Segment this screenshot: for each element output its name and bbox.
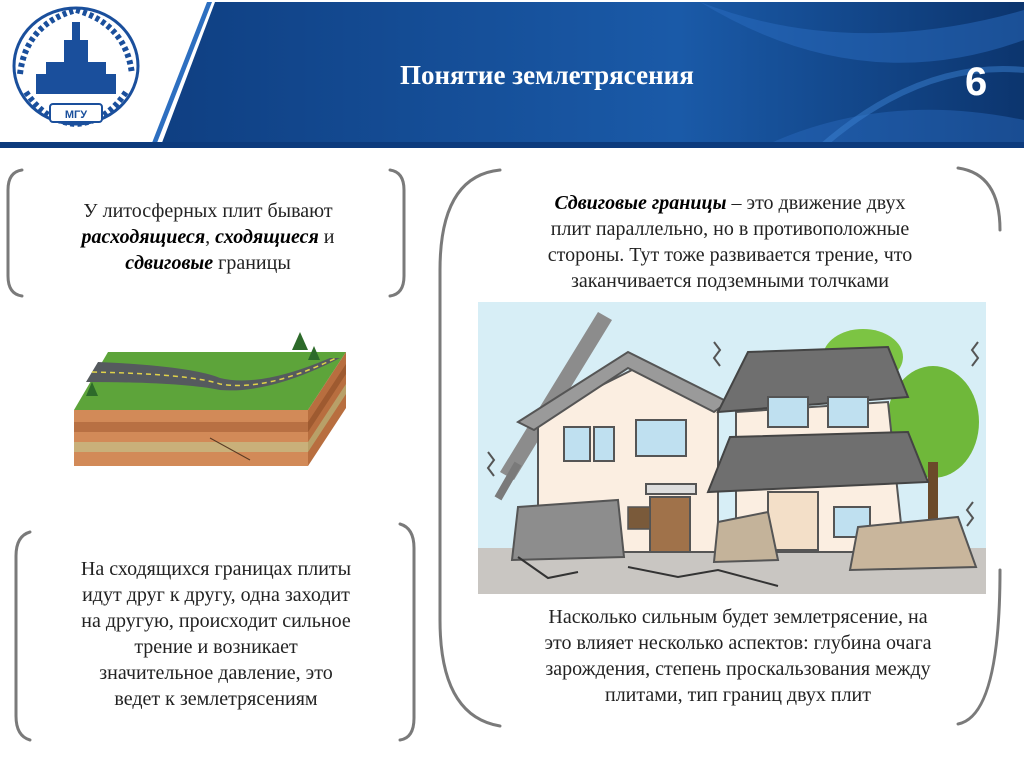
types-line-2 xyxy=(28,224,388,250)
transform-line: плит параллельно, но в противоположные xyxy=(550,218,910,240)
factors-line: зарождения, степень проскальзования между xyxy=(545,658,931,680)
transform-line-1 xyxy=(460,190,1000,216)
convergent-explanation-text xyxy=(26,556,406,712)
earthquake-factors-text xyxy=(460,604,1016,708)
boundaries-word: границы xyxy=(218,252,291,274)
factors-line: это влияет несколько аспектов: глубина очага xyxy=(544,632,932,654)
earthquake-damage-illustration xyxy=(478,302,986,594)
transform-line: заканчивается подземными толчками xyxy=(571,270,889,292)
types-of-boundaries-text xyxy=(28,198,388,276)
slide-number: 6 xyxy=(965,60,988,104)
transform-explanation-text xyxy=(460,190,1000,294)
convergent-line: На сходящихся границах плиты xyxy=(80,558,352,580)
transform-line-1-rest: – это движение двух xyxy=(726,192,906,214)
factors-line: Насколько сильным будет землетрясение, на xyxy=(548,606,928,628)
tectonic-block-illustration xyxy=(70,330,350,470)
bracket-top-left-open xyxy=(8,170,22,296)
transform-line: стороны. Тут тоже развивается трение, что xyxy=(547,244,913,266)
transform-term: сдвиговые xyxy=(125,252,214,274)
slide-header xyxy=(0,0,1024,148)
factors-line: плитами, тип границ двух плит xyxy=(604,684,871,706)
slide-title-text: Понятие землетрясения xyxy=(400,60,694,90)
and-word: и xyxy=(323,226,335,248)
convergent-term: сходящиеся xyxy=(215,226,319,248)
logo-text: МГУ xyxy=(64,109,88,121)
types-line-3 xyxy=(28,250,388,276)
slide-title xyxy=(300,60,860,91)
convergent-line: значительное давление, это xyxy=(99,662,333,684)
transform-boundaries-term: Сдвиговые границы xyxy=(554,192,727,214)
types-line-1: У литосферных плит бывают xyxy=(83,200,333,222)
bracket-top-left-close xyxy=(390,170,404,296)
convergent-line: на другую, происходит сильное xyxy=(81,610,351,632)
convergent-line: ведет к землетрясениям xyxy=(114,688,318,710)
comma: , xyxy=(205,226,211,248)
divergent-term: расходящиеся xyxy=(81,226,206,248)
convergent-line: трение и возникает xyxy=(134,636,298,658)
msu-logo xyxy=(6,4,146,136)
convergent-line: идут друг к другу, одна заходит xyxy=(82,584,350,606)
